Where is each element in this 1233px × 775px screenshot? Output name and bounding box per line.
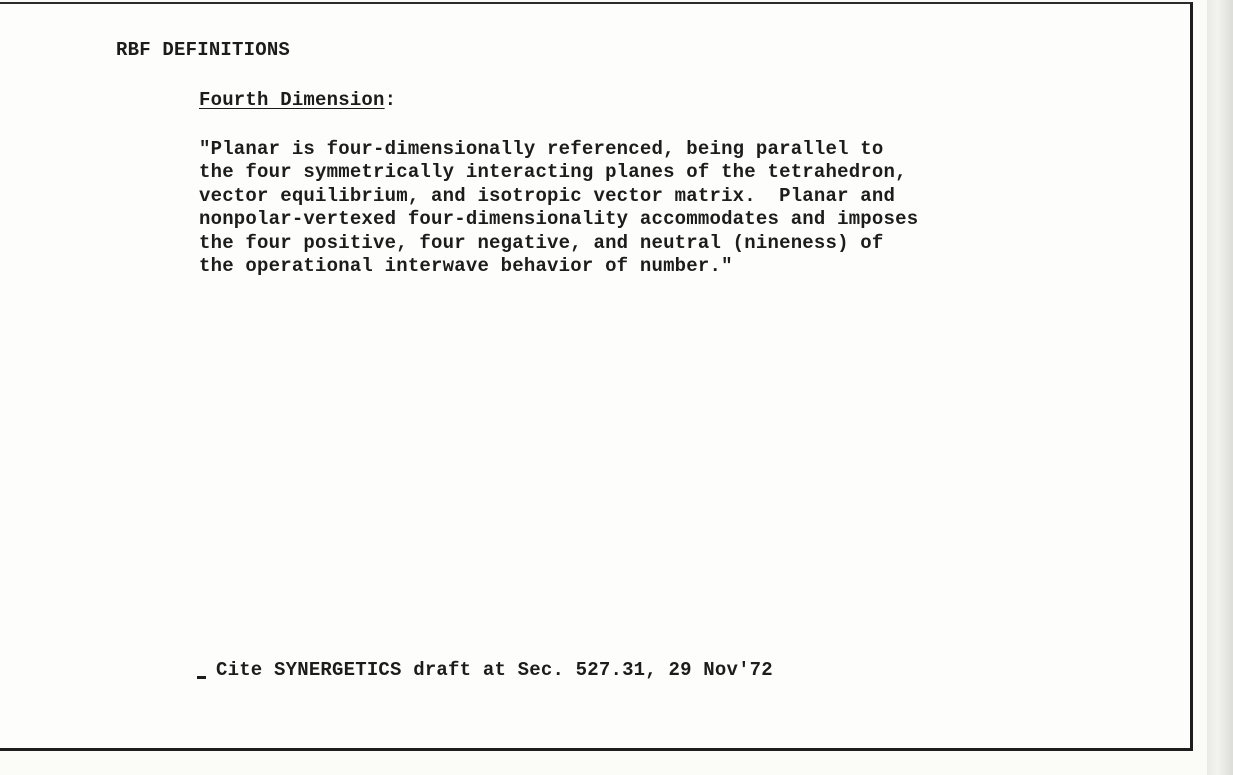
quote-line: the four symmetrically interacting planes of the tetrahedron,	[199, 161, 907, 184]
quote-line: nonpolar-vertexed four-dimensionality accommodates and imposes	[199, 208, 919, 231]
scan-edge	[1207, 0, 1233, 775]
index-card	[0, 2, 1193, 751]
definition-quote	[199, 138, 918, 278]
term-heading	[199, 88, 396, 112]
quote-line: "Planar is four-dimensionally referenced, being parallel to	[199, 138, 884, 160]
quote-line: vector equilibrium, and isotropic vector matrix. Planar and	[199, 184, 896, 207]
quote-line: the four positive, four negative, and neutral (nineness) of	[199, 231, 884, 254]
term-colon: :	[384, 89, 397, 111]
citation	[197, 658, 773, 682]
dash-mark	[197, 676, 206, 679]
citation-text: Cite SYNERGETICS draft at Sec. 527.31, 29 Nov'72	[216, 659, 773, 681]
card-heading: RBF DEFINITIONS	[116, 39, 291, 61]
term-title: Fourth Dimension	[199, 89, 385, 111]
quote-line: the operational interwave behavior of number."	[199, 255, 733, 278]
